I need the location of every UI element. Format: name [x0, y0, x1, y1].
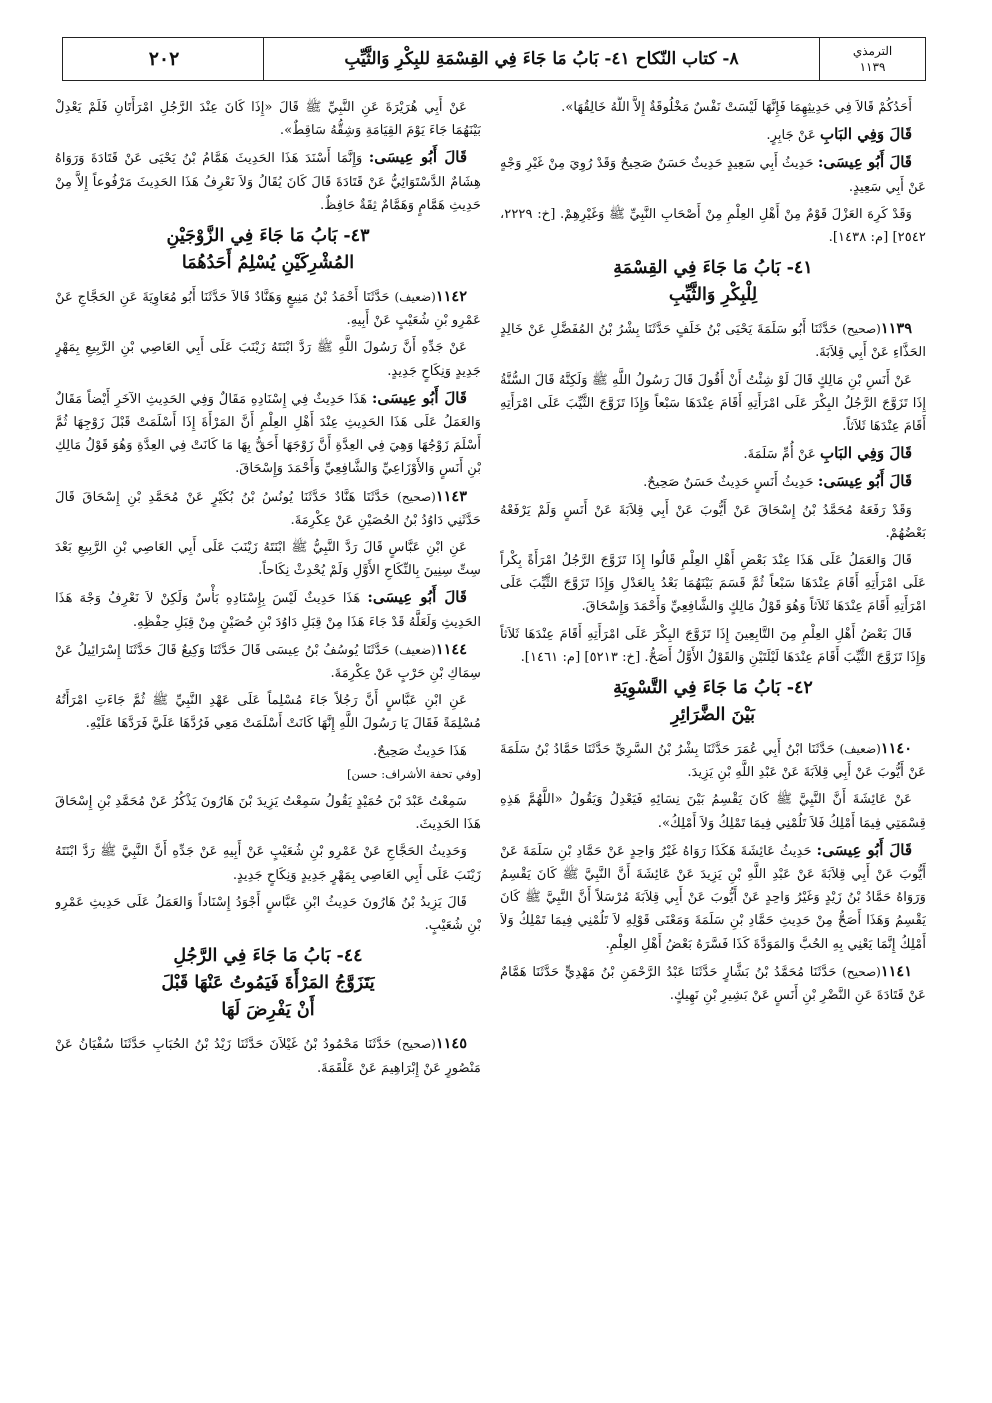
- hadith-isnad: حَدَّثَنَا أَبُو سَلَمَةَ يَحْيَى بْنُ خَلَفٍ حَدَّثَنَا بِشْرُ بْنُ المُفَضَّلِ عَنْ خَالِدٍ الحَذَّاءِ عَنْ أَبِي قِلاَبَةَ.: [500, 322, 926, 361]
- chapter-title-line: المُشْرِكَيْنِ يُسْلِمُ أَحَدُهُمَا: [181, 253, 355, 274]
- paragraph-text: هَذَا حَدِيثٌ فِي إِسْنَادِهِ مَقَالٌ وَفِي الحَدِيثِ الآخَرِ أَيْضاً مَقَالٌ وَالعَمَلُ عَلَى هَذَا الحَدِيثِ عِنْدَ أَهْلِ العِلْمِ أَنَّ المَرْأَةَ إِذَا أَسْلَمَتْ قَبْلَ زَوْجِهَا ثُمَّ أَسْلَمَ زَوْجُهَا وَهِيَ فِي العِدَّةِ أَنَّ زَوْجَهَا أَحَقُّ بِهَا مَا كَانَتْ فِي العِدَّةِ وَهُوَ قَوْلُ مَالِكِ بْنِ أَنَسٍ وَالأَوْزَاعِيِّ وَالشَّافِعِيِّ وَأَحْمَدَ وَإِسْحَاقَ.: [55, 391, 481, 477]
- hadith-grade: (ضعيف): [394, 290, 436, 305]
- hadith-grade: (صحيح): [397, 1037, 436, 1052]
- hadith-isnad: حَدَّثَنَا مَحْمُودُ بْنُ غَيْلاَنَ حَدَّثَنَا زَيْدُ بْنُ الحُبَابِ حَدَّثَنَا سُفْيَانُ عَنْ مَنْصُورٍ عَنْ إِبْرَاهِيمَ عَنْ عَلْقَمَةَ.: [55, 1037, 481, 1076]
- hadith-range: ١١٣٩: [859, 60, 886, 74]
- hadith-isnad: حَدَّثَنَا هَنَّادٌ حَدَّثَنَا يُونُسُ بْنُ بُكَيْرٍ عَنْ مُحَمَّدِ بْنِ إِسْحَاقَ قَالَ حَدَّثَنِي دَاوُدُ بْنُ الحُصَيْنِ عَنْ عِكْرِمَةَ.: [55, 489, 481, 528]
- chapter-title-line: يَتَزَوَّجُ المَرْأَةَ فَيَمُوتُ عَنْهَا قَبْلَ: [161, 973, 375, 994]
- hadith-matn: عَنْ عَائِشَةَ أَنَّ النَّبِيَّ ﷺ كَانَ يَقْسِمُ بَيْنَ نِسَائِهِ فَيَعْدِلُ وَيَقُولُ «اللَّهُمَّ هَذِهِ قِسْمَتِي فِيمَا أَمْلِكُ فَلاَ تَلُمْنِي فِيمَا تَمْلِكُ وَلاَ أَمْلِكُ».: [500, 792, 926, 831]
- hadith-number: ١١٤٢: [435, 288, 467, 306]
- hadith-grade: (صحيح): [842, 322, 881, 337]
- hadith-grade: (ضعيف): [839, 742, 881, 757]
- lead-phrase: قَالَ أَبُو عِيسَى:: [367, 588, 467, 607]
- paragraph: [500, 442, 926, 466]
- hadith-1145: [55, 1032, 481, 1079]
- paragraph: عَنْ أَبِي هُرَيْرَةَ عَنِ النَّبِيِّ ﷺ قَالَ «إِذَا كَانَ عِنْدَ الرَّجُلِ امْرَأَتَانِ فَلَمْ يَعْدِلْ بَيْنَهُمَا جَاءَ يَوْمَ القِيَامَةِ وَشِقُّهُ سَاقِطٌ».: [55, 100, 481, 139]
- footnote-ref: [وفي تحفة الأشراف: حسن]: [346, 766, 481, 781]
- hadith-1143: [55, 485, 481, 532]
- paragraph: قَالَ وَالعَمَلُ عَلَى هَذَا عِنْدَ بَعْضِ أَهْلِ العِلْمِ قَالُوا إِذَا تَزَوَّجَ الرَّجُلُ امْرَأَةً بِكْراً عَلَى امْرَأَتِهِ أَقَامَ عِنْدَهَا سَبْعاً ثُمَّ قَسَمَ بَيْنَهُمَا بَعْدُ بِالعَدْلِ وَإِذَا تَزَوَّجَ الثَّيِّبَ عَلَى امْرَأَتِهِ أَقَامَ عِنْدَهَا ثَلاَثاً وَهُوَ قَوْلُ مَالِكٍ وَالشَّافِعِيِّ وَأَحْمَدَ وَإِسْحَاقَ.: [500, 553, 926, 615]
- hadith-number: ١١٤٥: [435, 1035, 467, 1053]
- hadith-isnad: حَدَّثَنَا مُحَمَّدُ بْنُ بَشَّارٍ حَدَّثَنَا عَبْدُ الرَّحْمَنِ بْنُ مَهْدِيٍّ حَدَّثَنَا هَمَّامٌ عَنْ قَتَادَةَ عَنِ النَّضْرِ بْنِ أَنَسٍ عَنْ بَشِيرِ بْنِ نَهِيكٍ.: [500, 964, 926, 1004]
- chapter-title-line: بَيْنَ الضَّرَائِرِ: [671, 705, 755, 726]
- paragraph-text: حَدِيثُ أَبِي سَعِيدٍ حَدِيثٌ حَسَنٌ صَحِيحٌ وَقَدْ رُوِيَ مِنْ غَيْرِ وَجْهٍ عَنْ أَبِي سَعِيدٍ.: [500, 156, 926, 195]
- hadith-number: ١١٤١: [880, 962, 912, 980]
- hadith-1144: [55, 638, 481, 685]
- lead-phrase: قَالَ أَبُو عِيسَى:: [817, 472, 912, 491]
- paragraph-text: حَدِيثُ عَائِشَةَ هَكَذَا رَوَاهُ غَيْرُ وَاحِدٍ عَنْ حَمَّادِ بْنِ سَلَمَةَ عَنْ أَيُّوبَ عَنْ أَبِي قِلاَبَةَ عَنْ عَبْدِ اللَّهِ بْنِ يَزِيدَ عَنْ عَائِشَةَ أَنَّ النَّبِيَّ ﷺ كَانَ يَقْسِمُ وَرَوَاهُ حَمَّادُ بْنُ زَيْدٍ وَغَيْرُ وَاحِدٍ عَنْ أَيُّوبَ عَنْ أَبِي قِلاَبَةَ مُرْسَلاً أَنَّ النَّبِيَّ ﷺ كَانَ يَقْسِمُ وَهَذَا أَصَحُّ مِنْ حَدِيثِ حَمَّادِ بْنِ سَلَمَةَ وَمَعْنَى قَوْلِهِ لاَ تَلُمْنِي فِيمَا تَمْلِكُ وَلاَ أَمْلِكُ إِنَّمَا يَعْنِي بِهِ الحُبَّ وَالمَوَدَّةَ كَذَا فَسَّرَهُ بَعْضُ أَهْلِ العِلْمِ.: [500, 843, 926, 952]
- paragraph: [55, 387, 481, 481]
- paragraph: وَقَدْ رَفَعَهُ مُحَمَّدُ بْنُ إِسْحَاقَ عَنْ أَيُّوبَ عَنْ أَبِي قِلاَبَةَ عَنْ أَنَسٍ وَلَمْ يَرْفَعْهُ بَعْضُهُمْ.: [500, 502, 926, 541]
- hadith-1142: [55, 285, 481, 332]
- lead-phrase: قَالَ أَبُو عِيسَى:: [817, 153, 912, 172]
- right-column: [500, 96, 926, 1326]
- chapter-title-line: ٤٢- بَابُ مَا جَاءَ فِي التَّسْوِيَةِ: [613, 678, 813, 699]
- hadith-number: ١١٣٩: [880, 320, 912, 338]
- chapter-heading-42: [500, 675, 926, 729]
- paragraph-text: هَذَا حَدِيثٌ لَيْسَ بِإِسْنَادِهِ بَأْسٌ وَلَكِنْ لاَ نَعْرِفُ وَجْهَ هَذَا الحَدِيثِ وَلَعَلَّهُ قَدْ جَاءَ هَذَا مِنْ قِبَلِ دَاوُدَ بْنِ حُصَيْنٍ مِنْ قِبَلِ حِفْظِهِ.: [55, 591, 481, 630]
- paragraph-text: عَنْ جَابِرٍ.: [766, 128, 816, 144]
- paragraph: [500, 470, 926, 494]
- chapter-title-line: لِلْبِكْرِ وَالثَّيِّبِ: [668, 285, 758, 306]
- paragraph-text: عَنْ أُمِّ سَلَمَةَ.: [743, 447, 816, 463]
- paragraph: [55, 146, 481, 217]
- page-header: [62, 37, 926, 81]
- header-title: ٨- كتاب النّكاح ٤١- بَابُ مَا جَاءَ فِي القِسْمَةِ للبِكْرِ وَالثَّيِّبِ: [263, 38, 820, 80]
- hadith-number: ١١٤٠: [880, 740, 912, 758]
- hadith-grade: (صحيح): [397, 489, 436, 504]
- chapter-title-line: ٤٤- بَابُ مَا جَاءَ فِي الرَّجُلِ: [173, 946, 363, 967]
- hadith-1140: [500, 737, 926, 784]
- hadith-1139: [500, 317, 926, 364]
- hadith-1141: [500, 960, 926, 1007]
- chapter-title-line: ٤١- بَابُ مَا جَاءَ فِي القِسْمَةِ: [613, 258, 813, 279]
- paragraph: [55, 586, 481, 633]
- paragraph: [500, 151, 926, 198]
- book-label: الترمذي: [852, 44, 893, 58]
- header-book-label-box: [820, 38, 925, 80]
- lead-phrase: قَالَ أَبُو عِيسَى:: [371, 388, 467, 407]
- lead-phrase: قَالَ وَفِي البَابِ: [820, 125, 912, 144]
- paragraph: قَالَ يَزِيدُ بْنُ هَارُونَ حَدِيثُ ابْنِ عَبَّاسٍ أَجْوَدُ إِسْنَاداً وَالعَمَلُ عَلَى حَدِيثِ عَمْرِو بْنِ شُعَيْبٍ.: [55, 894, 481, 934]
- hadith-isnad: حَدَّثَنَا ابْنُ أَبِي عُمَرَ حَدَّثَنَا بِشْرُ بْنُ السَّرِيِّ حَدَّثَنَا حَمَّادُ بْنُ سَلَمَةَ عَنْ أَيُّوبَ عَنْ أَبِي قِلاَبَةَ عَنْ عَبْدِ اللَّهِ بْنِ يَزِيدَ.: [500, 742, 926, 781]
- paragraph-text: حَدِيثُ أَنَسٍ حَدِيثٌ حَسَنٌ صَحِيحٌ.: [643, 475, 814, 491]
- hadith-number: ١١٤٣: [435, 487, 467, 505]
- left-column: [55, 96, 481, 1326]
- paragraph-text: وَإِنَّمَا أَسْنَدَ هَذَا الحَدِيثَ هَمَّامُ بْنُ يَحْيَى عَنْ قَتَادَةَ وَرَوَاهُ هِشَامٌ الدَّسْتَوَائِيُّ عَنْ قَتَادَةَ قَالَ كَانَ يُقَالُ وَلاَ نَعْرِفُ هَذَا الحَدِيثَ مَرْفُوعاً إِلاَّ مِنْ حَدِيثِ هَمَّامٍ وَهَمَّامٌ ثِقَةٌ حَافِظٌ.: [55, 151, 481, 213]
- hadith-grade: (ضعيف): [394, 642, 436, 657]
- paragraph: سَمِعْتُ عَبْدَ بْنَ حُمَيْدٍ يَقُولُ سَمِعْتُ يَزِيدَ بْنَ هَارُونَ يَذْكُرُ عَنْ مُحَمَّدِ بْنِ إِسْحَاقَ هَذَا الحَدِيثَ.: [55, 794, 481, 833]
- hadith-number: ١١٤٤: [435, 640, 467, 658]
- paragraph: وَحَدِيثُ الحَجَّاجِ عَنْ عَمْرِو بْنِ شُعَيْبٍ عَنْ أَبِيهِ عَنْ جَدِّهِ أَنَّ النَّبِيَّ ﷺ رَدَّ ابْنَتَهُ زَيْنَبَ عَلَى أَبِي العَاصِي بِمَهْرٍ جَدِيدٍ وَنِكَاحٍ جَدِيدٍ.: [55, 844, 481, 883]
- paragraph: [500, 123, 926, 147]
- hadith-isnad: حَدَّثَنَا يُوسُفُ بْنُ عِيسَى قَالَ حَدَّثَنَا وَكِيعٌ قَالَ حَدَّثَنَا إِسْرَائِيلُ عَنْ سِمَاكِ بْنِ حَرْبٍ عَنْ عِكْرِمَةَ.: [55, 642, 481, 682]
- paragraph: قَالَ بَعْضُ أَهْلِ العِلْمِ مِنَ التَّابِعِينَ إِذَا تَزَوَّجَ البِكْرَ عَلَى امْرَأَتِهِ أَقَامَ عِنْدَهَا ثَلاَثاً وَإِذَا تَزَوَّجَ الثَّيِّبَ أَقَامَ عِنْدَهَا لَيْلَتَيْنِ وَالقَوْلُ الأَوَّلُ أَصَحُّ. [خ: ٥٢١٣] [م: ١٤٦١].: [500, 626, 926, 665]
- lead-phrase: قَالَ وَفِي البَابِ: [820, 444, 912, 463]
- chapter-title-line: أَنْ يَفْرِضَ لَهَا: [221, 1000, 315, 1021]
- chapter-heading-43: [55, 223, 481, 277]
- chapter-heading-44: [55, 943, 481, 1024]
- paragraph: وَقَدْ كَرِهَ العَزْلَ قَوْمٌ مِنْ أَهْلِ العِلْمِ مِنْ أَصْحَابِ النَّبِيِّ ﷺ وَغَيْرِهِمْ. [خ: ٢٢٢٩، ٢٥٤٢] [م: ١٤٣٨].: [500, 206, 926, 246]
- hadith-matn: عَنْ أَنَسِ بْنِ مَالِكٍ قَالَ لَوْ شِئْتُ أَنْ أَقُولَ قَالَ رَسُولُ اللَّهِ ﷺ وَلَكِنَّهُ قَالَ السُّنَّةُ إِذَا تَزَوَّجَ الرَّجُلُ البِكْرَ عَلَى امْرَأَتِهِ أَقَامَ عِنْدَهَا سَبْعاً وَإِذَا تَزَوَّجَ الثَّيِّبَ عَلَى امْرَأَتِهِ أَقَامَ عِنْدَهَا ثَلاَثاً.: [500, 372, 926, 435]
- page-number: ٢٠٢: [148, 48, 180, 70]
- hadith-matn: عَنِ ابْنِ عَبَّاسٍ قَالَ رَدَّ النَّبِيُّ ﷺ ابْنَتَهُ زَيْنَبَ عَلَى أَبِي العَاصِي بْنِ الرَّبِيعِ بَعْدَ سِتِّ سِنِينَ بِالنِّكَاحِ الأَوَّلِ وَلَمْ يُحْدِثْ نِكَاحاً.: [55, 540, 481, 579]
- chapter-title-line: ٤٣- بَابُ مَا جَاءَ فِي الزَّوْجَيْنِ: [166, 226, 370, 247]
- lead-phrase: قَالَ أَبُو عِيسَى:: [368, 148, 468, 167]
- paragraph-text: هَذَا حَدِيثٌ صَحِيحٌ.: [372, 743, 467, 759]
- lead-phrase: قَالَ أَبُو عِيسَى:: [816, 840, 912, 859]
- paragraph: أَحَدُكُمْ قَالاَ فِي حَدِيثِهِمَا فَإِنَّهَا لَيْسَتْ نَفْسٌ مَخْلُوقَةٌ إِلاَّ اللَّهُ خَالِقُهَا».: [561, 100, 912, 115]
- hadith-matn: عَنْ جَدِّهِ أَنَّ رَسُولَ اللَّهِ ﷺ رَدَّ ابْنَتَهُ زَيْنَبَ عَلَى أَبِي العَاصِي بْنِ الرَّبِيعِ بِمَهْرٍ جَدِيدٍ وَنِكَاحٍ جَدِيدٍ.: [55, 340, 481, 379]
- hadith-isnad: حَدَّثَنَا أَحْمَدُ بْنُ مَنِيعٍ وَهَنَّادٌ قَالاَ حَدَّثَنَا أَبُو مُعَاوِيَةَ عَنِ الحَجَّاجِ عَنْ عَمْرِو بْنِ شُعَيْبٍ عَنْ أَبِيهِ.: [55, 290, 481, 329]
- paragraph: [500, 839, 926, 956]
- chapter-heading-41: [500, 255, 926, 309]
- hadith-grade: (صحيح): [842, 964, 881, 979]
- paragraph: [55, 740, 481, 786]
- hadith-matn: عَنِ ابْنِ عَبَّاسٍ أَنَّ رَجُلاً جَاءَ مُسْلِماً عَلَى عَهْدِ النَّبِيِّ ﷺ ثُمَّ جَاءَتِ امْرَأَتُهُ مُسْلِمَةً فَقَالَ يَا رَسُولَ اللَّهِ إِنَّهَا كَانَتْ أَسْلَمَتْ مَعِي فَرُدَّهَا عَلَيَّ فَرَدَّهَا عَلَيْهِ.: [55, 693, 481, 732]
